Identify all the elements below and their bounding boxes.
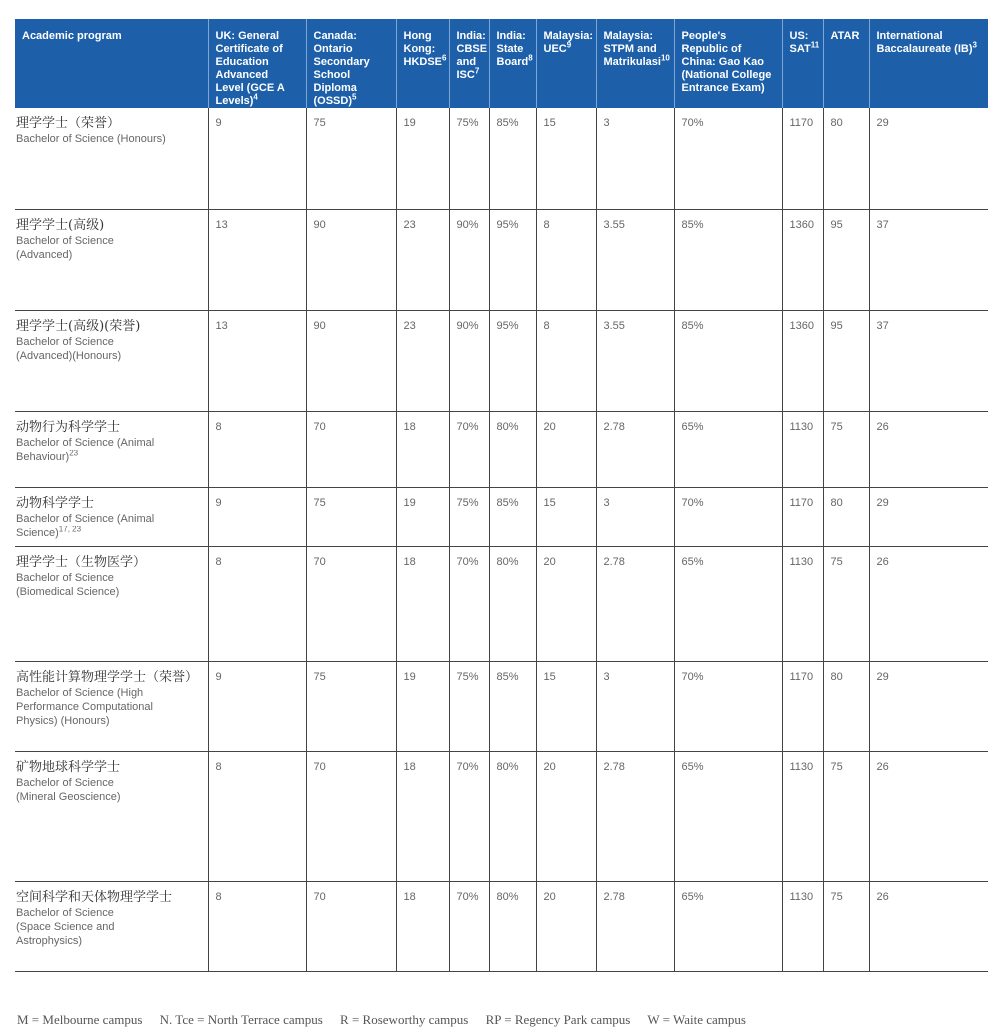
score-cell: 2.78	[596, 411, 674, 487]
score-cell: 3.55	[596, 310, 674, 411]
score-cell: 90	[306, 310, 396, 411]
program-name-chinese: 高性能计算物理学学士（荣誉）	[16, 669, 199, 685]
legend-item: N. Tce = North Terrace campus	[159, 1012, 323, 1027]
program-name-chinese: 动物行为科学学士	[16, 419, 121, 435]
program-name-chinese: 矿物地球科学学士	[16, 759, 121, 775]
score-cell: 8	[208, 751, 306, 881]
score-cell: 75	[823, 546, 869, 661]
program-name-english: Bachelor of Science	[16, 776, 114, 789]
score-cell: 90%	[449, 310, 489, 411]
score-cell: 1130	[782, 751, 823, 881]
header-row	[15, 19, 988, 108]
program-name-english: Behaviour)$^{23}$	[16, 449, 79, 463]
score-cell: 26	[869, 881, 988, 971]
admission-requirements-table	[15, 19, 988, 972]
footnote-ref: 17, 23	[58, 525, 82, 533]
score-cell: 13	[208, 209, 306, 310]
program-cell	[15, 411, 208, 487]
campus-legend	[17, 1012, 760, 1028]
score-cell: 19	[396, 108, 449, 209]
program-cell	[15, 108, 208, 209]
score-cell: 26	[869, 411, 988, 487]
header-malaysia-stpm: Malaysia: STPM and Matrikulasi$^{10}$	[596, 19, 674, 108]
score-cell: 3	[596, 108, 674, 209]
table-row	[15, 411, 988, 487]
header-atar: ATAR	[823, 19, 869, 108]
score-cell: 75	[306, 487, 396, 546]
score-cell: 80%	[489, 881, 536, 971]
score-cell: 70%	[674, 487, 782, 546]
score-cell: 20	[536, 881, 596, 971]
program-name-english: Physics) (Honours)	[16, 714, 110, 727]
score-cell: 85%	[489, 108, 536, 209]
score-cell: 2.78	[596, 751, 674, 881]
score-cell: 8	[208, 411, 306, 487]
score-cell: 1170	[782, 108, 823, 209]
score-cell: 9	[208, 661, 306, 751]
score-cell: 29	[869, 487, 988, 546]
header-india-cbse: India: CBSE and ISC$^7$	[449, 19, 489, 108]
score-cell: 1360	[782, 310, 823, 411]
program-cell	[15, 487, 208, 546]
score-cell: 75%	[449, 487, 489, 546]
score-cell: 1170	[782, 661, 823, 751]
program-name-english: Bachelor of Science (High	[16, 686, 144, 699]
program-name-chinese: 空间科学和天体物理学学士	[16, 889, 173, 905]
score-cell: 23	[396, 209, 449, 310]
score-cell: 75%	[449, 661, 489, 751]
score-cell: 1130	[782, 881, 823, 971]
score-cell: 85%	[674, 310, 782, 411]
program-cell	[15, 751, 208, 881]
table-row	[15, 881, 988, 971]
score-cell: 19	[396, 661, 449, 751]
score-cell: 90	[306, 209, 396, 310]
score-cell: 95	[823, 310, 869, 411]
score-cell: 18	[396, 881, 449, 971]
program-cell	[15, 546, 208, 661]
program-name-chinese: 理学学士（生物医学）	[16, 554, 147, 570]
score-cell: 70	[306, 751, 396, 881]
table-body	[15, 108, 988, 971]
program-name-english: Bachelor of Science (Animal	[16, 436, 155, 449]
program-name-english: Bachelor of Science	[16, 906, 114, 919]
score-cell: 8	[208, 546, 306, 661]
score-cell: 8	[208, 881, 306, 971]
score-cell: 19	[396, 487, 449, 546]
program-name-english: Bachelor of Science (Animal	[16, 512, 155, 525]
table-row	[15, 751, 988, 881]
program-name-chinese: 理学学士(高级)(荣誉)	[16, 318, 141, 334]
score-cell: 18	[396, 546, 449, 661]
score-cell: 65%	[674, 881, 782, 971]
legend-item: R = Roseworthy campus	[340, 1012, 469, 1027]
header-academic-program: Academic program	[15, 19, 208, 108]
table-row	[15, 209, 988, 310]
program-cell	[15, 661, 208, 751]
program-cell	[15, 881, 208, 971]
score-cell: 80	[823, 661, 869, 751]
score-cell: 75	[823, 751, 869, 881]
score-cell: 3	[596, 661, 674, 751]
program-name-english: Science)$^{17, 23}$	[16, 525, 82, 539]
score-cell: 70%	[449, 411, 489, 487]
score-cell: 20	[536, 751, 596, 881]
score-cell: 70%	[449, 546, 489, 661]
score-cell: 95%	[489, 310, 536, 411]
score-cell: 2.78	[596, 546, 674, 661]
score-cell: 70%	[674, 108, 782, 209]
header-malaysia-uec: Malaysia: UEC$^9$	[536, 19, 596, 108]
score-cell: 20	[536, 546, 596, 661]
score-cell: 15	[536, 661, 596, 751]
score-cell: 80%	[489, 411, 536, 487]
program-name-english: Performance Computational	[16, 700, 153, 713]
header-ib: International Baccalaureate (IB)$^3$	[869, 19, 988, 108]
program-name-english: (Advanced)	[16, 248, 73, 261]
score-cell: 29	[869, 661, 988, 751]
score-cell: 8	[536, 209, 596, 310]
table-row	[15, 487, 988, 546]
score-cell: 95%	[489, 209, 536, 310]
score-cell: 75	[823, 411, 869, 487]
score-cell: 8	[536, 310, 596, 411]
program-name-english: Bachelor of Science	[16, 335, 114, 348]
score-cell: 15	[536, 108, 596, 209]
score-cell: 90%	[449, 209, 489, 310]
score-cell: 75	[823, 881, 869, 971]
score-cell: 37	[869, 209, 988, 310]
score-cell: 13	[208, 310, 306, 411]
score-cell: 80%	[489, 751, 536, 881]
score-cell: 37	[869, 310, 988, 411]
score-cell: 70%	[674, 661, 782, 751]
score-cell: 75%	[449, 108, 489, 209]
score-cell: 75	[306, 108, 396, 209]
score-cell: 3	[596, 487, 674, 546]
score-cell: 18	[396, 411, 449, 487]
legend-item: RP = Regency Park campus	[485, 1012, 631, 1027]
score-cell: 9	[208, 487, 306, 546]
score-cell: 26	[869, 751, 988, 881]
program-cell	[15, 209, 208, 310]
score-cell: 9	[208, 108, 306, 209]
footnote-ref: 23	[69, 449, 79, 457]
score-cell: 85%	[489, 487, 536, 546]
header-hong-kong-hkdse: Hong Kong: HKDSE$^6$	[396, 19, 449, 108]
score-cell: 65%	[674, 411, 782, 487]
header-india-state-board: India: State Board$^8$	[489, 19, 536, 108]
score-cell: 1130	[782, 546, 823, 661]
program-name-chinese: 动物科学学士	[16, 495, 95, 511]
program-cell	[15, 310, 208, 411]
program-name-english: Bachelor of Science (Honours)	[16, 133, 166, 145]
table-row	[15, 546, 988, 661]
header-us-sat: US: SAT$^{11}$	[782, 19, 823, 108]
score-cell: 70	[306, 881, 396, 971]
program-name-english: Bachelor of Science	[16, 571, 114, 584]
program-name-english: (Biomedical Science)	[16, 585, 120, 598]
score-cell: 80	[823, 487, 869, 546]
program-name-chinese: 理学学士(高级)	[16, 217, 105, 233]
score-cell: 95	[823, 209, 869, 310]
score-cell: 3.55	[596, 209, 674, 310]
score-cell: 23	[396, 310, 449, 411]
table-row	[15, 310, 988, 411]
score-cell: 2.78	[596, 881, 674, 971]
program-name-chinese: 理学学士（荣誉）	[16, 116, 121, 131]
score-cell: 70	[306, 411, 396, 487]
header-canada-ossd: Canada: Ontario Secondary School Diploma (OSSD)$^5$	[306, 19, 396, 108]
legend-item: M = Melbourne campus	[17, 1012, 143, 1027]
score-cell: 26	[869, 546, 988, 661]
program-name-english: (Space Science and	[16, 920, 115, 933]
program-name-english: (Advanced)(Honours)	[16, 349, 122, 362]
score-cell: 80	[823, 108, 869, 209]
legend-item: W = Waite campus	[647, 1012, 746, 1027]
score-cell: 75	[306, 661, 396, 751]
program-name-english: Bachelor of Science	[16, 234, 114, 247]
score-cell: 70%	[449, 751, 489, 881]
score-cell: 1170	[782, 487, 823, 546]
table-row	[15, 108, 988, 209]
score-cell: 85%	[674, 209, 782, 310]
program-name-english: Astrophysics)	[16, 934, 83, 947]
score-cell: 1130	[782, 411, 823, 487]
score-cell: 15	[536, 487, 596, 546]
score-cell: 85%	[489, 661, 536, 751]
score-cell: 65%	[674, 751, 782, 881]
header-uk-gce: UK: General Certificate of Education Advanced Level (GCE A Levels)$^4$	[208, 19, 306, 108]
header-china-gaokao: People's Republic of China: Gao Kao (National College Entrance Exam)	[674, 19, 782, 108]
score-cell: 80%	[489, 546, 536, 661]
score-cell: 70	[306, 546, 396, 661]
score-cell: 1360	[782, 209, 823, 310]
score-cell: 18	[396, 751, 449, 881]
score-cell: 29	[869, 108, 988, 209]
score-cell: 65%	[674, 546, 782, 661]
table-row	[15, 661, 988, 751]
score-cell: 20	[536, 411, 596, 487]
score-cell: 70%	[449, 881, 489, 971]
program-name-english: (Mineral Geoscience)	[16, 790, 121, 803]
